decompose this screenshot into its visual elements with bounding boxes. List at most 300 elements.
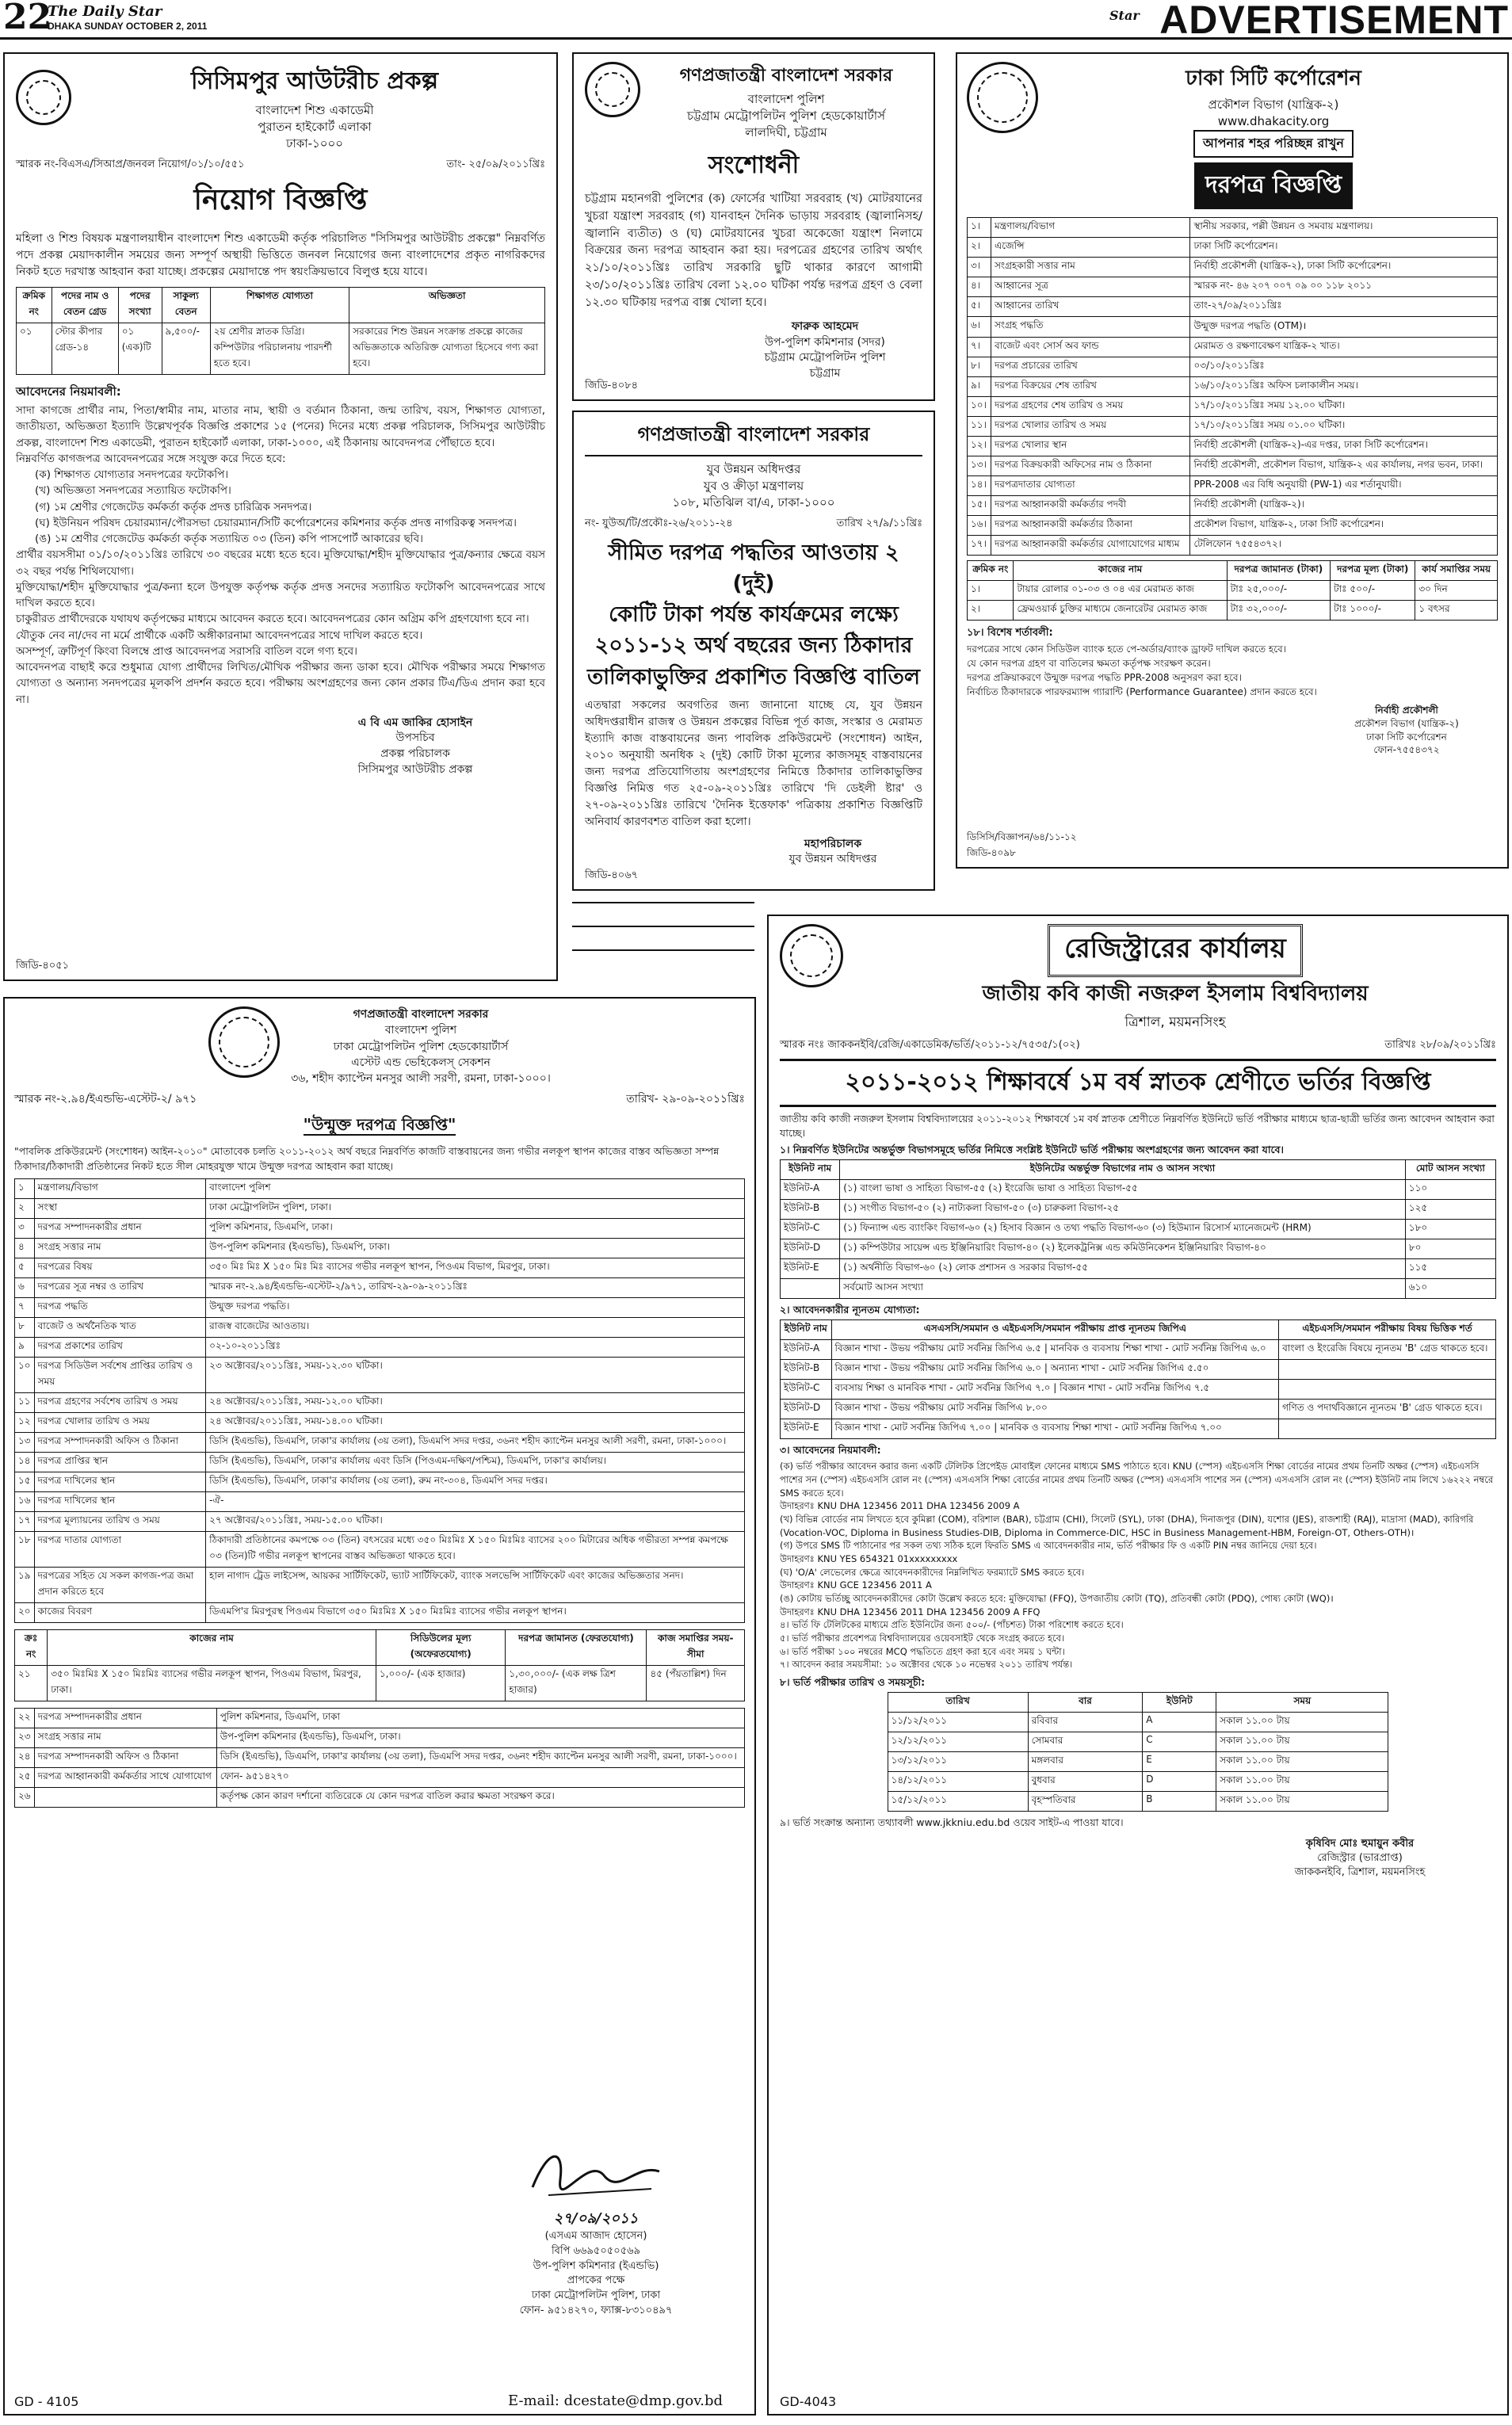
- table-cell: ১৯: [15, 1567, 35, 1602]
- table-cell: সকাল ১১.০০ টায়: [1216, 1792, 1388, 1812]
- table-row: [781, 1340, 1496, 1360]
- table-cell: স্থানীয় সরকার, পল্লী উন্নয়ন ও সমবায় মন্ত্রণালয়।: [1190, 218, 1498, 238]
- list-item: (ঙ) ১ম শ্রেণীর গেজেটেড কর্মকর্তা কর্তৃক সত্যায়িত ০৩ (তিন) কপি পাসপোর্ট আকারের ছবি।: [35, 533, 423, 545]
- table-cell: দরপত্র সম্পাদনকারী অফিস ও ঠিকানা: [34, 1747, 216, 1767]
- table-cell: ইউনিট-D: [781, 1400, 832, 1419]
- table-cell: ২৩: [15, 1728, 35, 1747]
- notes-title: ১৮। বিশেষ শর্তাবলী:: [967, 627, 1053, 639]
- signatory-line: উপ-পুলিশ কমিশনার (ইএন্ডভি): [533, 2259, 659, 2272]
- table-cell: ২।: [968, 601, 1014, 621]
- table-cell: ১৬/১০/২০১১খ্রিঃ অফিস চলাকালীন সময়।: [1190, 377, 1498, 397]
- table-header: দরপত্র মূল্য (টাকা): [1331, 561, 1415, 581]
- table-cell: ৪৫ (পঁয়তাল্লিশ) দিন: [647, 1665, 745, 1701]
- table-header: ইউনিট নাম: [781, 1160, 840, 1180]
- table-cell: ইউনিট-A: [781, 1180, 840, 1200]
- table-cell: রবিবার: [1028, 1713, 1143, 1732]
- table-row: [968, 377, 1498, 397]
- table-cell: দরপত্র সিডিউল সর্বশেষ প্রাপ্তির তারিখ ও সময়: [34, 1357, 206, 1392]
- list-item: (খ) অভিজ্ঞতা সনদপত্রের সত্যায়িত ফটোকপি।: [35, 484, 231, 498]
- table-cell: বুধবার: [1028, 1772, 1143, 1792]
- ad-title: রেজিস্ট্রারের কার্যালয়: [1048, 924, 1303, 977]
- table-cell: E: [1143, 1752, 1216, 1772]
- table-header: পদের সংখ্যা: [118, 288, 162, 323]
- ad-body: চট্টগ্রাম মহানগরী পুলিশের (ক) ফোর্সের খাটিয়া সরবরাহ (খ) মোটরযানের খুচরা যন্ত্রাংশ সরবরাহ (গ) যানবাহন দৈনিক ভাড়ায় সরবরাহ (জ্বালানিসহ/জ্বালানি ব্যতীত) ও (ঘ) মোটরযানের খুচরা অকেজো যন্ত্রাংশ নিলামে বিক্রয়ের জন্য দরপত্র আহবান করা হয়। দরপত্রের গ্রহণের তারিখ অর্থাৎ ২১/১০/২০১১খ্রিঃ তারিখ সরকারি ছুটি থাকার কারণে আগামী ২৩/১০/২০১১খ্রিঃ তারিখ বেলা ১২.০০ ঘটিকা পর্যন্ত দরপত্র গ্রহণ ও বেলা ১২.৩০ ঘটিকায় দরপত্র বাক্স খোলা হবে।: [585, 193, 922, 309]
- list-item: (ক) শিক্ষাগত যোগ্যতার সনদপত্রের ফটোকপি।: [35, 468, 229, 481]
- signatory-line: ফোন-৭৫৫৪৩৭২: [1373, 744, 1440, 756]
- signatory-block: [727, 319, 922, 381]
- table-cell: ১৫/১২/২০১১: [888, 1792, 1028, 1812]
- ad-heading: সংশোধনী: [708, 151, 800, 179]
- table-cell: ৪।: [968, 277, 991, 297]
- table-cell: ১২: [15, 1412, 35, 1432]
- table-cell: বিজ্ঞান শাখা - উভয় পরীক্ষায় মোট সর্বনিম্ন জিপিএ ৬.০ | অন্যান্য শাখা - মোট সর্বনিম্ন জিপিএ ৫.৫০: [831, 1360, 1279, 1380]
- table-cell: ইউনিট-C: [781, 1380, 832, 1400]
- table-header: কাজের নাম: [1014, 561, 1227, 581]
- table-row: [15, 1238, 745, 1258]
- ad-ref: ডিসিসি/বিজ্ঞাপন/৬৪/১১-১২: [967, 831, 1077, 842]
- table-cell: দরপত্র দাতার যোগ্যতা: [34, 1531, 206, 1567]
- list-item: আবেদনপত্র বাছাই করে শুধুমাত্র যোগ্য প্রার্থীদের লিখিত/মৌখিক পরীক্ষার জন্য ডাকা হবে। মৌখিক পরীক্ষার সময়ে শিক্ষাগত যোগ্যতা ও অন্যান্য সনদপত্রের মূলকপি প্রদর্শন করতে হবে। পরীক্ষায় অংশগ্রহণের জন্য কোন প্রকার টিএ/ডিএ প্রদান করা হবে না।: [16, 661, 545, 706]
- org-line: চট্টগ্রাম মেট্রোপলিটন পুলিশ হেডকোয়ার্টার্স: [686, 109, 885, 123]
- signatory-line: প্রকৌশল বিভাগ (যান্ত্রিক-২): [1354, 717, 1459, 729]
- website-text: www.dhakacity.org: [1217, 114, 1330, 128]
- table-row: [15, 1567, 745, 1602]
- org-line: ঢাকা-১০০০: [285, 136, 344, 151]
- page-number: 22: [3, 0, 52, 37]
- table-cell: সংগ্রহ পদ্ধতি: [991, 317, 1189, 338]
- ad-title: ঢাকা সিটি কর্পোরেশন: [1186, 67, 1361, 90]
- memo-number: নং- যুউঅ/টি/প্রকৌঃ-২৬/২০১১-২৪: [585, 517, 733, 529]
- memo-number: স্মারক নং-বিএসএ/সিআপ্র/জনবল নিয়োগ/০১/১০/৫৫১: [16, 158, 245, 170]
- website-note: ৯। ভর্তি সংক্রান্ত অন্যান্য তথ্যাবলী www.jkkniu.edu.bd ওয়েব সাইট-এ পাওয়া যাবে।: [780, 1816, 1124, 1828]
- table-cell: ৮০: [1405, 1239, 1495, 1259]
- table-cell: ১৭/১০/২০১১খ্রিঃ সময় ০১.০০ ঘটিকা।: [1190, 417, 1498, 437]
- table-cell: সকাল ১১.০০ টায়: [1216, 1732, 1388, 1752]
- ad-code: জিডি-৪০৬৭: [585, 869, 639, 881]
- table-cell: উপ-পুলিশ কমিশনার (ইএন্ডভি), ডিএমপি, ঢাকা।: [206, 1238, 745, 1258]
- table-cell: ৯,৫০০/-: [162, 323, 210, 375]
- table-cell: ২১: [15, 1665, 48, 1701]
- table-row: [968, 357, 1498, 377]
- issue-date: DHAKA SUNDAY OCTOBER 2, 2011: [48, 21, 208, 32]
- table-cell: ১২।: [968, 437, 991, 456]
- exam-schedule-table: [888, 1692, 1389, 1812]
- org-line: ঢাকা মেট্রোপলিটন পুলিশ হেডকোয়ার্টার্স: [333, 1040, 509, 1053]
- table-cell: উপ-পুলিশ কমিশনার (ইএন্ডভি), ডিএমপি, ঢাকা।: [216, 1728, 744, 1747]
- table-cell: (১) সংগীত বিভাগ-৫০ (২) নাট্যকলা বিভাগ-৫০ (৩) চারুকলা বিভাগ-২৫: [840, 1200, 1406, 1220]
- table-row: [15, 1412, 745, 1432]
- ad-code: জিডি-৪০৮৪: [585, 380, 639, 391]
- org-line: প্রকৌশল বিভাগ (যান্ত্রিক-২): [1208, 97, 1339, 112]
- table-row: [888, 1713, 1388, 1732]
- table-cell: ২৭ অক্টোবর/২০১১খ্রিঃ, সময়-১৫.০০ ঘটিকা।: [206, 1511, 745, 1531]
- table-cell: ০৩/১০/২০১১খ্রিঃ: [1190, 357, 1498, 377]
- list-item: (খ) বিভিন্ন বোর্ডের নাম লিখতে হবে কুমিল্লা (COM), বরিশাল (BAR), চট্টগ্রাম (CHI), সিলেট (SYL), ঢাকা (DHA), দিনাজপুর (DIN), যশোর (JES), রাজশাহী (RAJ), মাদ্রাসা (MAD), কারিগরি (Vocation-VOC, Diploma in Business Studies-DIB, Diploma in Commerce-DIC, HSC in Business Management-HBM, Foreign-OT, Others-OTH)।: [780, 1513, 1474, 1538]
- table-cell: ১৭/১০/২০১১খ্রিঃ সময় ১২.০০ ঘটিকা।: [1190, 397, 1498, 417]
- table-cell: ১,৩০,০০০/- (এক লক্ষ ত্রিশ হাজার): [506, 1665, 647, 1701]
- table-cell: সংগ্রহকারী সত্তার নাম: [991, 258, 1189, 277]
- rules-title: আবেদনের নিয়মাবলী:: [16, 384, 121, 399]
- table-row: [968, 437, 1498, 456]
- table-row: [17, 323, 545, 375]
- table-cell: বাংলা ও ইংরেজি বিষয়ে ন্যূনতম 'B' গ্রেড থাকতে হবে।: [1279, 1340, 1496, 1360]
- star-section-logo: Star: [1109, 8, 1140, 23]
- signatory-block: [469, 2140, 723, 2319]
- org-line: পুরাতন হাইকোর্ট এলাকা: [258, 120, 372, 134]
- table-header: কাজ সমাপ্তির সময়-সীমা: [647, 1629, 745, 1665]
- ad-cmp-correction: [572, 52, 935, 401]
- police-logo-icon: [585, 62, 640, 117]
- table-cell: ১৪/১২/২০১১: [888, 1772, 1028, 1792]
- signatory-line: রেজিস্ট্রার (ভারপ্রাপ্ত): [1317, 1852, 1403, 1865]
- table-cell: ইউনিট-E: [781, 1259, 840, 1279]
- table-row: [15, 1258, 745, 1277]
- table-cell: উন্মুক্ত দরপত্র পদ্ধতি (OTM)।: [1190, 317, 1498, 338]
- org-line: বাংলাদেশ পুলিশ: [384, 1024, 457, 1037]
- table-cell: ১৪: [15, 1452, 35, 1472]
- table-header: তারিখ: [888, 1693, 1028, 1713]
- signatory-block: [285, 716, 545, 777]
- ad-heading: দরপত্র বিজ্ঞপ্তি: [1194, 162, 1353, 209]
- ad-body: এতদ্বারা সকলের অবগতির জন্য জানানো যাচ্ছে যে, যুব উন্নয়ন অধিদপ্তরাধীন রাজস্ব ও উন্নয়ন প্রকল্পের বিভিন্ন পূর্ত কাজ, সংস্কার ও মেরামত ইত্যাদি কাজ বাস্তবায়নের জন্য পাবলিক প্রকিউরমেন্ট (সংশোধন) আইন, ২০১০ অনুযায়ী অনধিক ২ (দুই) কোটি টাকা মূল্যের কাজসমূহ বাস্তবায়নের জন্য দরপত্র প্রতিযোগিতায় অংশগ্রহণের নিমিত্তে ঠিকাদার তালিকাভুক্তির বিজ্ঞপ্তি নিমিত্ত গত ২৫-০৯-২০১১খ্রিঃ তারিখে 'দি ডেইলী ষ্টার' ও ২৭-০৯-২০১১খ্রিঃ তারিখে 'দৈনিক ইত্তেফাক' পত্রিকায় প্রকাশিত বিজ্ঞপ্তিটি অনিবার্য কারণবশত বাতিল করা হলো।: [585, 698, 922, 828]
- table-cell: বাংলাদেশ পুলিশ: [206, 1178, 745, 1198]
- ad-dcc-tender: [956, 52, 1509, 869]
- list-item: (ঙ) কোটায় ভর্তিচ্ছু আবেদনকারীদের কোটা উল্লেখ করতে হবে: মুক্তিযোদ্ধা (FFQ), উপজাতীয় কোটা (TQ), প্রতিবন্ধী কোটা (PDQ), পোষ্য কোটা (WQ)।: [780, 1592, 1334, 1604]
- ad-code: GD - 4105: [14, 2394, 79, 2409]
- table-cell: ১৭: [15, 1511, 35, 1531]
- table-header: কার্য সমাপ্তির সময়: [1415, 561, 1498, 581]
- table-cell: ১৫: [15, 1472, 35, 1491]
- rules-list: [780, 1460, 1496, 1671]
- signature-icon: [517, 2140, 675, 2203]
- table-cell: মেরামত ও রক্ষণাবেক্ষণ যান্ত্রিক-২ খাত।: [1190, 338, 1498, 357]
- list-item: দরপত্রের সাথে কোন সিডিউল ব্যাংক হতে পে-অর্ডার/ব্যাংক ড্রাফট দাখিল করতে হবে।: [967, 643, 1287, 655]
- memo-date: তাং- ২৫/০৯/২০১১খ্রিঃ: [446, 158, 545, 170]
- tender-info-table: [14, 1178, 745, 1623]
- table-cell: ঢাকা মেট্রোপলিটন পুলিশ, ঢাকা।: [206, 1198, 745, 1218]
- list-item: উদাহরণঃ KNU GCE 123456 2011 A: [780, 1579, 932, 1591]
- table-cell: ২৪ অক্টোবর/২০১১খ্রিঃ, সময়-১২.০০ ঘটিকা।: [206, 1392, 745, 1412]
- list-item: (ক) ভর্তি পরীক্ষার আবেদন করার জন্য একটি টেলিটক প্রিপেইড মোবাইল ফোনের মাধ্যমে SMS পাঠাতে হবে। KNU (স্পেস) এইচএসসি শিক্ষা বোর্ডের নামের প্রথম তিনটি অক্ষর (স্পেস) এইচএসসি পাশের সন (স্পেস) এইচএসসি রোল নং (স্পেস) এসএসসি শিক্ষা বোর্ডের নামের প্রথম তিনটি অক্ষর (স্পেস) এসএসসি পাশের সন (স্পেস) এসএসসি রোল নং (স্পেস) ইউনিট নাম লিখে ১৬২২২ নম্বরে SMS করতে হবে।: [780, 1461, 1494, 1499]
- ad-intro: মহিলা ও শিশু বিষয়ক মন্ত্রণালয়াধীন বাংলাদেশ শিশু একাডেমী কর্তৃক পরিচালিত "সিসিমপুর আউটরীচ প্রকল্পে" নিম্নবর্ণিত পদে প্রকল্প মেয়াদকালীন সময়ের জন্য সম্পূর্ণ অস্থায়ী ভিত্তিতে জনবল নিয়োগের জন্য বাংলাদেশের প্রকৃত নাগরিকদের নিকট হতে দরখাস্ত আহবান করা যাচ্ছে। প্রকল্পের মেয়াদান্তে পদ স্বয়ংক্রিয়ভাবে বিলুপ্ত হয়ে যাবে।: [16, 232, 545, 278]
- table-cell: ২২: [15, 1708, 35, 1728]
- list-item: উদাহরণঃ KNU DHA 123456 2011 DHA 123456 2009 A: [780, 1500, 1020, 1512]
- table-cell: (১) অর্থনীতি বিভাগ-৬০ (২) লোক প্রশাসন ও সরকার বিভাগ-৫৫: [840, 1259, 1406, 1279]
- table-cell: টাঃ ৫০০/-: [1331, 581, 1415, 601]
- org-line: যুব উন্নয়ন অধিদপ্তর: [706, 462, 801, 476]
- table-cell: নির্বাহী প্রকৌশলী (যান্ত্রিক-২)-এর দপ্তর, ঢাকা সিটি কর্পোরেশন।: [1190, 437, 1498, 456]
- table-cell: মন্ত্রণালয়/বিভাগ: [34, 1178, 206, 1198]
- table-row: [15, 1392, 745, 1412]
- table-row: [781, 1220, 1496, 1239]
- table-cell: গণিত ও পদার্থবিজ্ঞানে ন্যূনতম 'B' গ্রেড থাকতে হবে।: [1279, 1400, 1496, 1419]
- table-cell: [1279, 1360, 1496, 1380]
- signatory-name: নির্বাহী প্রকৌশলী: [1375, 705, 1438, 716]
- table-row: [781, 1419, 1496, 1439]
- table-cell: (১) কম্পিউটার সায়েন্স এন্ড ইঞ্জিনিয়ারিং বিভাগ-৪০ (২) ইলেকট্রনিক্স এন্ড কমিউনিকেশন ইঞ্জিনিয়ারিং বিভাগ-৪০: [840, 1239, 1406, 1259]
- signatory-line: যুব উন্নয়ন অধিদপ্তর: [788, 853, 877, 866]
- table-row: [968, 277, 1498, 297]
- table-row: [968, 317, 1498, 338]
- units-caption: ১। নিম্নবর্ণিত ইউনিটের অন্তর্ভুক্ত বিভাগসমূহে ভর্তির নিমিত্তে সংশ্লিষ্ট ইউনিটে ভর্তি পরীক্ষায় অংশগ্রহণের জন্য আবেদন করা যাবে।: [780, 1144, 1284, 1156]
- memo-number: স্মারক নং-২.৯৪/ইএন্ডভি-এস্টেট-২/ ৯৭১: [14, 1093, 197, 1106]
- table-cell: ১।: [968, 581, 1014, 601]
- table-cell: বৃহস্পতিবার: [1028, 1792, 1143, 1812]
- org-line: গণপ্রজাতন্ত্রী বাংলাদেশ সরকার: [353, 1008, 489, 1021]
- ad-title: সিসিমপুর আউটরীচ প্রকল্প: [191, 67, 438, 95]
- rules-title: ৩। আবেদনের নিয়মাবলী:: [780, 1444, 881, 1457]
- masthead: The Daily Star: [48, 3, 162, 20]
- table-row: [968, 258, 1498, 277]
- list-item: অসম্পূর্ণ, ত্রুটিপূর্ণ কিংবা বিলম্বে প্রাপ্ত আবেদনপত্র সরাসরি বাতিল বলে গণ্য হবে।: [16, 644, 357, 658]
- table-cell: প্রকৌশল বিভাগ, যান্ত্রিক-২, ঢাকা সিটি কর্পোরেশন।: [1190, 516, 1498, 536]
- table-row: [781, 1400, 1496, 1419]
- list-item: নিম্নবর্ণিত কাগজপত্র আবেদনপত্রের সঙ্গে সংযুক্ত করে দিতে হবে:: [16, 452, 286, 465]
- table-cell: কাজের বিবরণ: [34, 1602, 206, 1622]
- table-cell: (১) ফিন্যান্স এন্ড ব্যাংকিং বিভাগ-৬০ (২) হিসাব বিজ্ঞান ও তথ্য পদ্ধতি বিভাগ-৬০ (৩) হিউম্যান রিসোর্স ম্যানেজমেন্ট (HRM): [840, 1220, 1406, 1239]
- table-header: দরপত্র জামানত (টাকা): [1227, 561, 1330, 581]
- table-cell: বিজ্ঞান শাখা - মোট সর্বনিম্ন জিপিএ ৭.০০ | মানবিক ও ব্যবসায় শিক্ষা শাখা - মোট সর্বনিম্ন জিপিএ ৭.০০: [831, 1419, 1279, 1439]
- table-cell: দরপত্র খোলার তারিখ ও সময়: [34, 1412, 206, 1432]
- table-cell: ঠিকাদারী প্রতিষ্ঠানের কমপক্ষে ০৩ (তিন) বৎসরের মধ্যে ৩৫০ মিঃমিঃ X ১৫০ মিঃমিঃ ব্যাসের ২০০ মিটারের অধিক গভীরতা সম্পন্ন কমপক্ষে ০৩ (তিন)টি গভীর নলকূপ স্থাপনের বাস্তব অভিজ্ঞতা থাকতে হবে।: [206, 1531, 745, 1567]
- table-row: [781, 1200, 1496, 1220]
- table-header: কাজের নাম: [48, 1629, 376, 1665]
- table-cell: স্মারক নং-২.৯৪/ইএন্ডভি-এস্টেট-২/৯৭১, তারিখ-২৯-০৯-২০১১খ্রিঃ: [206, 1277, 745, 1297]
- table-cell: সংগ্রহ সত্তার নাম: [34, 1728, 216, 1747]
- table-cell: ৬১০: [1405, 1279, 1495, 1299]
- list-item: উদাহরণঃ KNU YES 654321 01xxxxxxxxx: [780, 1552, 958, 1564]
- table-row: [15, 1277, 745, 1297]
- table-row: [15, 1665, 745, 1701]
- table-row: [15, 1787, 745, 1807]
- qualification-table: [780, 1319, 1496, 1439]
- table-cell: মঙ্গলবার: [1028, 1752, 1143, 1772]
- table-cell: ১১/১২/২০১১: [888, 1713, 1028, 1732]
- signatory-block: [1224, 1837, 1496, 1881]
- ad-sisimpur-recruitment: [3, 52, 558, 981]
- table-cell: ১১।: [968, 417, 991, 437]
- university-logo-icon: [780, 924, 843, 987]
- contact-email: E-mail: dcestate@dmp.gov.bd: [508, 2393, 723, 2409]
- table-row: [781, 1180, 1496, 1200]
- signature-date: ২৭/০৯/২০১১: [553, 2209, 639, 2227]
- table-cell: দরপত্র সম্পাদনকারীর প্রধান: [34, 1218, 206, 1238]
- table-cell: ৩৫০ মিঃমিঃ X ১৫০ মিঃমিঃ ব্যাসের গভীর নলকূপ স্থাপন, পিওএম বিভাগ, মিরপুর, ঢাকা।: [48, 1665, 376, 1701]
- table-cell: ডিসি (ইএন্ডভি), ডিএমপি, ঢাকা'র কার্যালয় এবং ডিসি (পিওএম-দক্ষিণ/পশ্চিম), ডিএমপি, ঢাকা'র কার্যালয়।: [206, 1452, 745, 1472]
- signatory-line: জাককনইবি, ত্রিশাল, ময়মনসিংহ: [1294, 1866, 1426, 1879]
- table-row: [968, 238, 1498, 258]
- academy-logo-icon: [16, 70, 71, 125]
- table-cell: দরপত্রদাতার যোগ্যতা: [991, 476, 1189, 496]
- table-row: [781, 1279, 1496, 1299]
- table-header: সময়: [1216, 1693, 1388, 1713]
- table-cell: আহ্বানের সূত্র: [991, 277, 1189, 297]
- table-row: [968, 417, 1498, 437]
- table-cell: ১০।: [968, 397, 991, 417]
- list-item: (গ) ১ম শ্রেণীর গেজেটেড কর্মকর্তা কর্তৃক প্রদত্ত চারিত্রিক সনদপত্র।: [35, 500, 312, 514]
- table-row: [968, 297, 1498, 317]
- table-cell: C: [1143, 1732, 1216, 1752]
- table-row: [15, 1767, 745, 1787]
- table-row: [15, 1317, 745, 1337]
- location-text: ত্রিশাল, ময়মনসিংহ: [1124, 1014, 1226, 1030]
- table-cell: দরপত্র আহ্বানকারী কর্মকর্তার সাথে যোগাযোগ: [34, 1767, 216, 1787]
- table-cell: টাঃ ১০০০/-: [1331, 601, 1415, 621]
- table-row: [15, 1491, 745, 1511]
- table-row: [15, 1297, 745, 1317]
- table-row: [968, 496, 1498, 516]
- table-header: অভিজ্ঞতা: [349, 288, 545, 323]
- table-cell: আহ্বানের তারিখ: [991, 297, 1189, 317]
- heading-line: ২০১১-১২ অর্থ বছরের জন্য ঠিকাদার: [594, 633, 913, 659]
- heading-line: কোটি টাকা পর্যন্ত কার্যক্রমের লক্ষ্যে: [609, 602, 899, 628]
- table-cell: ডিসি (ইএন্ডভি), ডিএমপি, ঢাকা'র কার্যালয় (৩য় তলা), ডিএমপি সদর দপ্তর, ৩৬নং শহীদ ক্যাপ্টেন মনসুর আলী সরণী, রমনা, ঢাকা-১০০০।: [206, 1432, 745, 1452]
- table-cell: ০১ (এক)টি: [118, 323, 162, 375]
- units-table: [780, 1159, 1496, 1299]
- table-cell: B: [1143, 1792, 1216, 1812]
- table-cell: সর্বমোট আসন সংখ্যা: [840, 1279, 1406, 1299]
- memo-number: স্মারক নংঃ জাককনইবি/রেজি/একাডেমিক/ভর্তি/২০১১-১২/৭৫৩৫/১(০২): [780, 1039, 1080, 1051]
- table-cell: ২।: [968, 238, 991, 258]
- table-row: [15, 1472, 745, 1491]
- table-row: [15, 1178, 745, 1198]
- table-cell: ৮: [15, 1317, 35, 1337]
- table-cell: উন্মুক্ত দরপত্র পদ্ধতি।: [206, 1297, 745, 1317]
- tender-info-table: [967, 217, 1498, 556]
- table-cell: স্টোর কীপার গ্রেড-১৪: [52, 323, 118, 375]
- org-line: ৩৬, শহীদ ক্যাপ্টেন মনসুর আলী সরণী, রমনা, ঢাকা-১০০০।: [291, 1072, 551, 1086]
- table-cell: দরপত্র সম্পাদনকারীর প্রধান: [34, 1708, 216, 1728]
- table-cell: দরপত্র দাখিলের স্থান: [34, 1491, 206, 1511]
- table-cell: ৯: [15, 1337, 35, 1357]
- table-cell: বাজেট এবং সোর্স অব ফান্ড: [991, 338, 1189, 357]
- table-cell: দরপত্র পদ্ধতি: [34, 1297, 206, 1317]
- table-cell: PPR-2008 এর বিধি অনুযায়ী (PW-1) এর শর্তানুযায়ী।: [1190, 476, 1498, 496]
- heading-line: তালিকাভুক্তির প্রকাশিত বিজ্ঞপ্তি বাতিল: [586, 664, 921, 689]
- table-cell: ইউনিট-E: [781, 1419, 832, 1439]
- table-row: [781, 1259, 1496, 1279]
- table-cell: ফোন- ৯৫১৪২৭০: [216, 1767, 744, 1787]
- table-cell: ১৩।: [968, 456, 991, 476]
- table-row: [15, 1357, 745, 1392]
- table-cell: ব্যবসায় শিক্ষা ও মানবিক শাখা - মোট সর্বনিম্ন জিপিএ ৭.০ | বিজ্ঞান শাখা - মোট সর্বনিম্ন জিপিএ ৭.৫: [831, 1380, 1279, 1400]
- table-cell: ইউনিট-B: [781, 1360, 832, 1380]
- table-cell: দরপত্রের বিষয়: [34, 1258, 206, 1277]
- tender-info-table-2: [14, 1708, 745, 1808]
- table-cell: ইউনিট-C: [781, 1220, 840, 1239]
- table-cell: ১৫।: [968, 496, 991, 516]
- table-cell: কর্তৃপক্ষ কোন কারণ দর্শানো ব্যতিরেকে যে কোন দরপত্র বাতিল করার ক্ষমতা সংরক্ষণ করে।: [216, 1787, 744, 1807]
- signatory-block: [743, 837, 922, 868]
- signatory-line: প্রাপকের পক্ষে: [567, 2274, 625, 2287]
- table-cell: ৯।: [968, 377, 991, 397]
- table-cell: দরপত্র সম্পাদনকারী অফিস ও ঠিকানা: [34, 1432, 206, 1452]
- signatory-name: এ বি এম জাকির হোসাইন: [357, 716, 473, 729]
- ad-heading: ২০১১-২০১২ শিক্ষাবর্ষে ১ম বর্ষ স্নাতক শ্রেণীতে ভর্তির বিজ্ঞপ্তি: [780, 1059, 1496, 1107]
- table-cell: দরপত্র খোলার তারিখ ও সময়: [991, 417, 1189, 437]
- table-row: [968, 338, 1498, 357]
- org-line: যুব ও ক্রীড়া মন্ত্রণালয়: [703, 479, 804, 493]
- table-cell: বিজ্ঞান শাখা - উভয় পরীক্ষায় মোট সর্বনিম্ন জিপিএ ৮.০০: [831, 1400, 1279, 1419]
- org-line: বাংলাদেশ পুলিশ: [747, 92, 825, 106]
- table-cell: ইউনিট-B: [781, 1200, 840, 1220]
- signatory-line: উপসচিব: [395, 731, 435, 745]
- list-item: ৪। ভর্তি ফি টেলিটকের মাধ্যমে প্রতি ইউনিটের জন্য ৫০০/- (পাঁচশত) টাকা পরিশোধ করতে হবে।: [780, 1619, 1124, 1631]
- table-row: [15, 1708, 745, 1728]
- table-cell: ১১৫: [1405, 1259, 1495, 1279]
- table-cell: ২৩ অক্টোবর/২০১১খ্রিঃ, সময়-১২.৩০ ঘটিকা।: [206, 1357, 745, 1392]
- table-cell: ২৫: [15, 1767, 35, 1787]
- table-cell: দরপত্র প্রাপ্তির স্থান: [34, 1452, 206, 1472]
- table-cell: ১৭।: [968, 536, 991, 556]
- table-row: [15, 1218, 745, 1238]
- table-cell: নির্বাহী প্রকৌশলী (যান্ত্রিক-২), ঢাকা সিটি কর্পোরেশন।: [1190, 258, 1498, 277]
- table-row: [888, 1752, 1388, 1772]
- table-row: [15, 1728, 745, 1747]
- table-row: [15, 1432, 745, 1452]
- table-cell: সকাল ১১.০০ টায়: [1216, 1772, 1388, 1792]
- table-cell: দরপত্রের সূত্র নম্বর ও তারিখ: [34, 1277, 206, 1297]
- table-cell: (১) বাংলা ভাষা ও সাহিত্য বিভাগ-৫৫ (২) ইংরেজি ভাষা ও সাহিত্য বিভাগ-৫৫: [840, 1180, 1406, 1200]
- table-cell: দরপত্র বিক্রয়ের শেষ তারিখ: [991, 377, 1189, 397]
- table-cell: বিজ্ঞান শাখা - উভয় পরীক্ষায় মোট সর্বনিম্ন জিপিএ ৬.৫ | মানবিক ও ব্যবসায় শিক্ষা শাখা - মোট সর্বনিম্ন জিপিএ ৬.০: [831, 1340, 1279, 1360]
- notes-list: [967, 642, 1498, 699]
- ad-heading: নিয়োগ বিজ্ঞপ্তি: [193, 184, 368, 216]
- table-row: [968, 476, 1498, 496]
- table-cell: ৫।: [968, 297, 991, 317]
- org-line: ১০৮, মতিঝিল বা/এ, ঢাকা-১০০০: [672, 495, 835, 510]
- table-row: [15, 1511, 745, 1531]
- table-cell: রাজস্ব বাজেটের আওতায়।: [206, 1317, 745, 1337]
- table-cell: দরপত্রের সহিত যে সকল কাগজ-পত্র জমা প্রদান করিতে হবে: [34, 1567, 206, 1602]
- table-cell: ডিসি (ইএন্ডভি), ডিএমপি, ঢাকা'র কার্যালয় (৩য় তলা), রুম নং-৩০৪, ডিএমপি সদর দপ্তর।: [206, 1472, 745, 1491]
- vacancy-table: [16, 287, 545, 375]
- memo-date: তারিখ ২৭/৯/১১খ্রিঃ: [836, 517, 922, 529]
- table-cell: দরপত্র আহ্বানকারী কর্মকর্তার পদবী: [991, 496, 1189, 516]
- table-cell: দরপত্র আহ্বানকারী কর্মকর্তার যোগাযোগের মাধ্যম: [991, 536, 1189, 556]
- qual-caption: ২। আবেদনকারীর ন্যূনতম যোগ্যতা:: [780, 1304, 920, 1316]
- signatory-name: মহাপরিচালক: [804, 837, 862, 850]
- signatory-line: প্রকল্প পরিচালক: [380, 747, 450, 760]
- ad-code: GD-4043: [780, 2394, 837, 2409]
- table-cell: ৭: [15, 1297, 35, 1317]
- ad-intro: "পাবলিক প্রকিউরমেন্ট (সংশোধন) আইন-২০১০" মোতাবেক চলতি ২০১১-২০১২ অর্থ বছরে নিম্নবর্ণিত কাজটি বাস্তবায়নের জন্য গভীর নলকূপ স্থাপন কাজের বাস্তব অভিজ্ঞতা সম্পন্ন ঠিকাদার/ঠিকাদারী প্রতিষ্ঠানের নিকট হতে সীল মোহরযুক্ত খামে উন্মুক্ত দরপত্র আহবান করা যাচ্ছে।: [14, 1145, 720, 1172]
- table-header: বার: [1028, 1693, 1143, 1713]
- ad-intro: জাতীয় কবি কাজী নজরুল ইসলাম বিশ্ববিদ্যালয়ের ২০১১-২০১২ শিক্ষাবর্ষে ১ম বর্ষ স্নাতক শ্রেণীতে নিম্নবর্ণিত ইউনিটে ভর্তি পরীক্ষার মাধ্যমে ছাত্র-ছাত্রী ভর্তির জন্য আবেদন আহবান করা যাচ্ছে।: [780, 1113, 1495, 1140]
- table-row: [15, 1747, 745, 1767]
- table-cell: ১৩: [15, 1432, 35, 1452]
- ad-code-number: জিডি-৪০৯৮: [967, 847, 1016, 858]
- table-cell: সংস্থা: [34, 1198, 206, 1218]
- table-cell: ৪: [15, 1238, 35, 1258]
- list-item: যে কোন দরপত্র গ্রহণ বা বাতিলের ক্ষমতা কর্তৃপক্ষ সংরক্ষণ করেন।: [967, 658, 1211, 669]
- exam-caption: ৮। ভর্তি পরীক্ষার তারিখ ও সময়সূচী:: [780, 1676, 926, 1688]
- table-cell: ৬: [15, 1277, 35, 1297]
- table-header: ইউনিটের অন্তর্ভুক্ত বিভাগের নাম ও আসন সংখ্যা: [840, 1160, 1406, 1180]
- table-row: [15, 1452, 745, 1472]
- table-cell: দরপত্র প্রচারের তারিখ: [991, 357, 1189, 377]
- work-table: [14, 1629, 745, 1701]
- dmp-logo-icon: [208, 1006, 280, 1078]
- list-item: সাদা কাগজে প্রার্থীর নাম, পিতা/স্বামীর নাম, মাতার নাম, স্থায়ী ও বর্তমান ঠিকানা, জন্ম তারিখ, বয়স, শিক্ষাগত যোগ্যতা, জাতীয়তা, অভিজ্ঞতা ইত্যাদি উল্লেখপূর্বক বিজ্ঞপ্তি প্রকাশের ১৫ (পনের) দিনের মধ্যে প্রকল্প পরিচালক, সিসিমপুর আউটরীচ প্রকল্প, বাংলাদেশ শিশু একাডেমী, পুরাতন হাইকোর্ট এলাকা, ঢাকা-১০০০, এই ঠিকানায় আবেদনপত্র পৌঁছাতে হবে।: [16, 404, 545, 449]
- table-cell: টাঃ ২৫,০০০/-: [1227, 581, 1330, 601]
- table-cell: ৩৫০ মিঃ মিঃ X ১৫০ মিঃ মিঃ ব্যাসের গভীর নলকূপ স্থাপন, পিওএম বিভাগ, মিরপুর, ঢাকা।: [206, 1258, 745, 1277]
- table-header: সিডিউলের মূল্য (অফেরতযোগ্য): [376, 1629, 506, 1665]
- signatory-name: ফারুক আহমেদ: [791, 320, 859, 334]
- table-header: ইউনিট: [1143, 1693, 1216, 1713]
- table-cell: সকাল ১১.০০ টায়: [1216, 1752, 1388, 1772]
- table-row: [968, 456, 1498, 476]
